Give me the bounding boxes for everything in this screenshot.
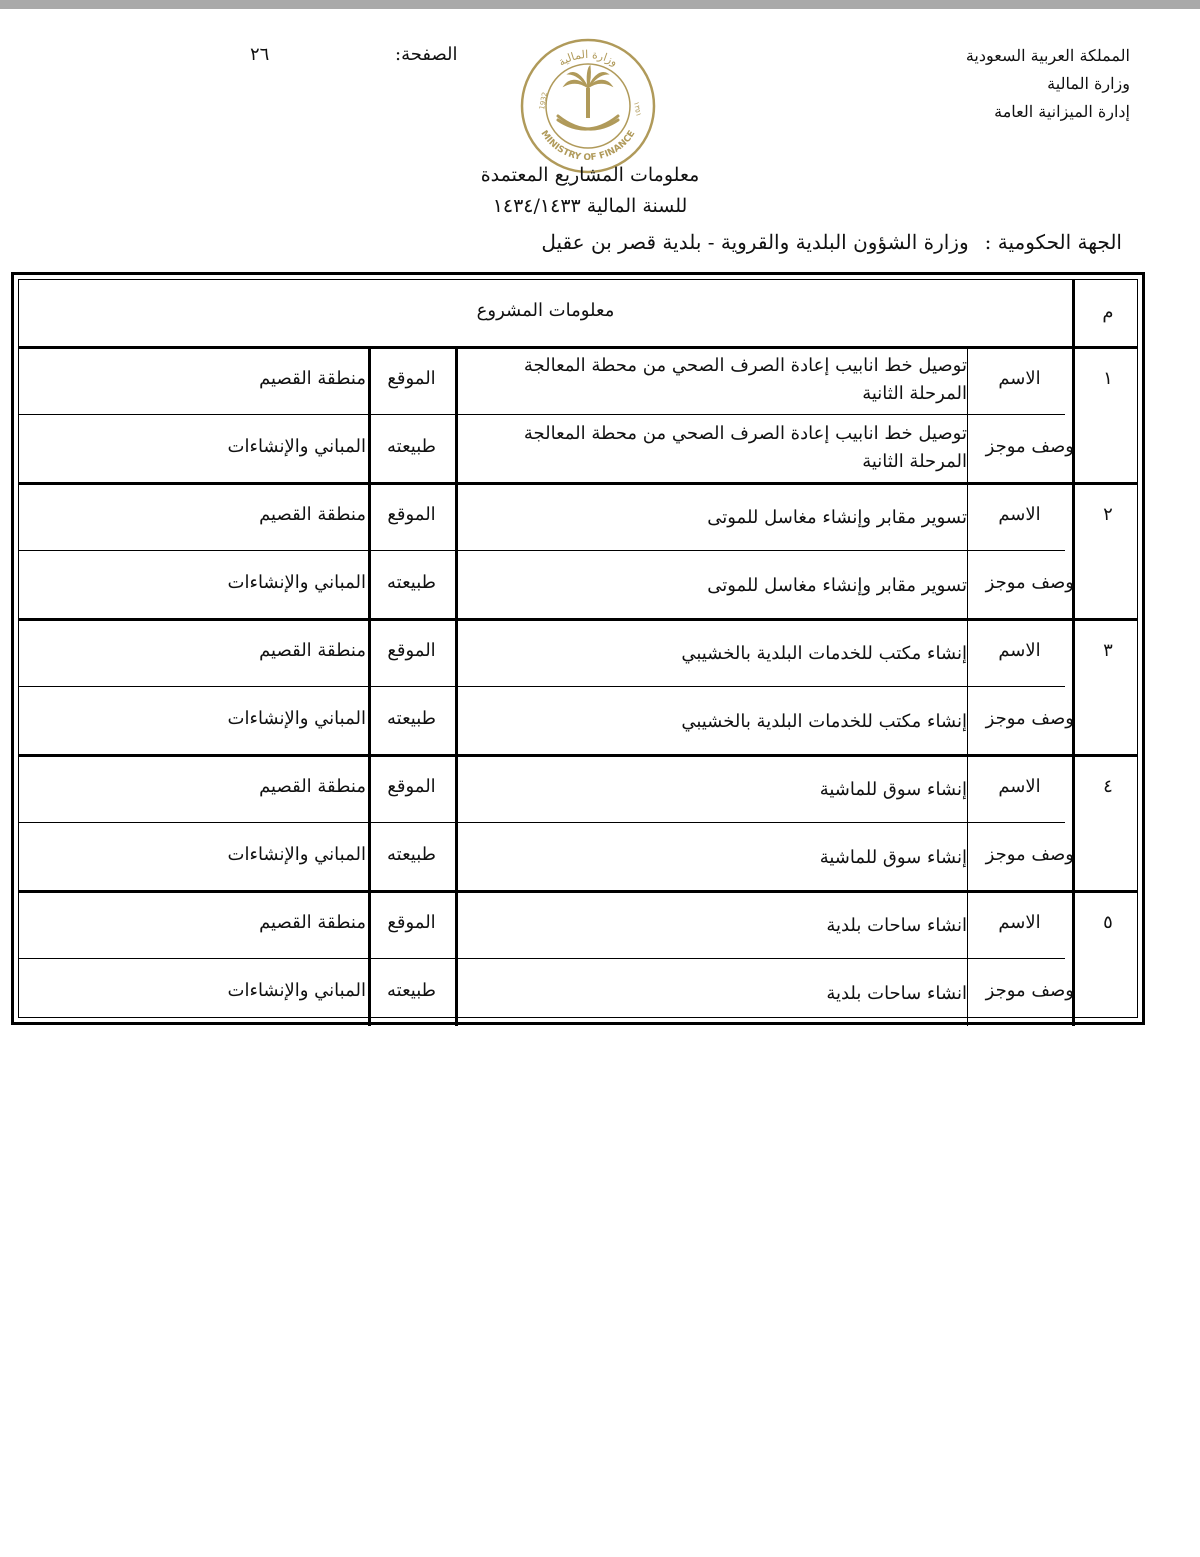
- row-separator: [19, 618, 1137, 621]
- header-org-block: [966, 42, 1130, 126]
- project-name: توصيل خط انابيب إعادة الصرف الصحي من محطة المعالجة المرحلة الثانية: [523, 355, 967, 404]
- seal-top-text: وزارة المالية: [556, 47, 621, 69]
- row-index-divider: [1072, 482, 1075, 618]
- projects-table: [11, 272, 1145, 1025]
- projects-table-grid: [18, 279, 1138, 1018]
- location-label: الموقع: [387, 504, 436, 525]
- desc-label: وصف موجز: [985, 980, 1074, 1001]
- nature-value: المباني والإنشاءات: [227, 572, 366, 593]
- location-label: الموقع: [387, 640, 436, 661]
- page-label: الصفحة:: [395, 44, 458, 65]
- row-index: ٤: [1103, 776, 1113, 797]
- project-description: توصيل خط انابيب إعادة الصرف الصحي من محطة المعالجة المرحلة الثانية: [523, 423, 967, 472]
- project-name: انشاء ساحات بلدية: [826, 915, 967, 936]
- row-index-divider: [1072, 346, 1075, 482]
- location-label: الموقع: [387, 368, 436, 389]
- nature-value: المباني والإنشاءات: [227, 436, 366, 457]
- entity-value: وزارة الشؤون البلدية والقروية - بلدية قصر بن عقيل: [541, 230, 969, 254]
- seal-year-left: 1932: [538, 91, 550, 111]
- nature-label: طبيعته: [387, 572, 436, 593]
- name-label: الاسم: [998, 504, 1041, 525]
- row-index: ١: [1103, 368, 1113, 389]
- location-value: منطقة القصيم: [259, 368, 366, 389]
- project-description: إنشاء سوق للماشية: [819, 847, 967, 868]
- desc-label: وصف موجز: [985, 572, 1074, 593]
- project-description: تسوير مقابر وإنشاء مغاسل للموتى: [707, 575, 967, 596]
- location-value: منطقة القصيم: [259, 912, 366, 933]
- row-separator: [19, 754, 1137, 757]
- row-mid-separator: [19, 550, 1065, 551]
- header-separator: [19, 346, 1137, 349]
- row-index-divider: [1072, 754, 1075, 890]
- entity-label: الجهة الحكومية :: [984, 230, 1122, 254]
- document-title: معلومات المشاريع المعتمدة: [480, 164, 700, 186]
- row-mid-separator: [19, 822, 1065, 823]
- project-name: تسوير مقابر وإنشاء مغاسل للموتى: [707, 507, 967, 528]
- desc-label: وصف موجز: [985, 436, 1074, 457]
- location-value: منطقة القصيم: [259, 776, 366, 797]
- row-mid-separator: [19, 686, 1065, 687]
- department-name: إدارة الميزانية العامة: [994, 102, 1130, 121]
- location-value: منطقة القصيم: [259, 504, 366, 525]
- row-mid-separator: [19, 958, 1065, 959]
- row-separator: [19, 890, 1137, 893]
- row-separator: [19, 482, 1137, 485]
- name-label: الاسم: [998, 776, 1041, 797]
- name-label: الاسم: [998, 368, 1041, 389]
- nature-value: المباني والإنشاءات: [227, 844, 366, 865]
- seal-bottom-text: MINISTRY OF FINANCE: [538, 128, 638, 164]
- location-label: الموقع: [387, 776, 436, 797]
- seal-year-right: ١٣٥١: [632, 100, 643, 118]
- government-entity: [541, 230, 1122, 254]
- desc-label: وصف موجز: [985, 844, 1074, 865]
- ministry-name: وزارة المالية: [1047, 74, 1130, 93]
- page-number: ٢٦: [250, 44, 270, 65]
- name-label: الاسم: [998, 912, 1041, 933]
- column-header-index: م: [1102, 302, 1114, 323]
- row-index-divider: [1072, 618, 1075, 754]
- name-label: الاسم: [998, 640, 1041, 661]
- row-index: ٢: [1103, 504, 1113, 525]
- palm-tree-icon: [564, 66, 612, 118]
- nature-label: طبيعته: [387, 708, 436, 729]
- nature-value: المباني والإنشاءات: [227, 708, 366, 729]
- nature-label: طبيعته: [387, 980, 436, 1001]
- project-name: إنشاء سوق للماشية: [819, 779, 967, 800]
- row-index: ٣: [1103, 640, 1113, 661]
- top-bar: [0, 0, 1200, 9]
- location-value: منطقة القصيم: [259, 640, 366, 661]
- project-description: إنشاء مكتب للخدمات البلدية بالخشيبي: [681, 711, 967, 732]
- nature-value: المباني والإنشاءات: [227, 980, 366, 1001]
- project-description: انشاء ساحات بلدية: [826, 983, 967, 1004]
- row-index-divider: [1072, 890, 1075, 1026]
- location-label: الموقع: [387, 912, 436, 933]
- row-index: ٥: [1103, 912, 1113, 933]
- fiscal-year: للسنة المالية ١٤٣٤/١٤٣٣: [492, 195, 688, 217]
- column-header-project-info: معلومات المشروع: [476, 300, 615, 321]
- row-mid-separator: [19, 414, 1065, 415]
- nature-label: طبيعته: [387, 436, 436, 457]
- nature-label: طبيعته: [387, 844, 436, 865]
- desc-label: وصف موجز: [985, 708, 1074, 729]
- kingdom-name: المملكة العربية السعودية: [965, 46, 1130, 65]
- header-column-divider: [1072, 280, 1075, 346]
- project-name: إنشاء مكتب للخدمات البلدية بالخشيبي: [681, 643, 967, 664]
- ministry-seal-logo: [518, 36, 658, 176]
